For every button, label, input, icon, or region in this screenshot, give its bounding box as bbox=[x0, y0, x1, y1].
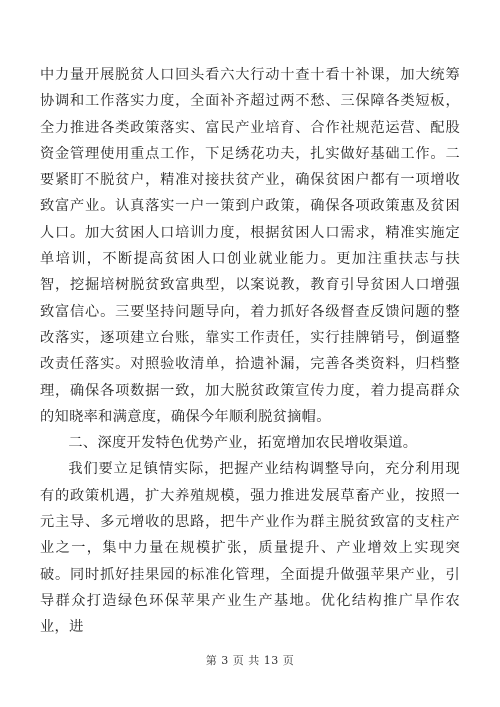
section-heading: 二、深度开发特色优势产业，拓宽增加农民增收渠道。 bbox=[68, 435, 418, 452]
page-footer: 第 3 页 共 13 页 bbox=[205, 654, 295, 667]
document-body bbox=[40, 62, 460, 641]
paragraph-body: 我们要立足镇情实际，把握产业结构调整导向，充分利用现有的政策机遇，扩大养殖规模，强力推进发展草畜产业，按照一元主导、多元增收的思路，把牛产业作为群主脱贫致富的支柱产业之一，集中力量在规模扩张，质量提升、产业增效上实现突破。同时抓好挂果园的标准化管理，全面提升做强苹果产业，引导群众打造绿色环保苹果产业生产基地。优化结构推广旱作农业，进 bbox=[40, 461, 460, 636]
paragraph-continuation: 中力量开展脱贫人口回头看六大行动十查十看十补课，加大统筹协调和工作落实力度，全面补齐超过两不愁、三保障各类短板，全力推进各类政策落实、富民产业培育、合作社规范运营、配股资金管理使用重点工作，下足绣花功夫，扎实做好基础工作。二要紧盯不脱贫户，精准对接扶贫产业，确保贫困户都有一项增收致富产业。认真落实一户一策到户政策，确保各项政策惠及贫困人口。加大贫困人口培训力度，根据贫困人口需求，精准实施定单培训，不断提高贫困人口创业就业能力。更加注重扶志与扶智，挖掘培树脱贫致富典型，以案说教，教育引导贫困人口增强致富信心。三要坚持问题导向，着力抓好各级督查反馈问题的整改落实，逐项建立台账，靠实工作责任，实行挂牌销号，倒逼整改责任落实。对照验收清单，拾遗补漏，完善各类资料，归档整理，确保各项数据一致，加大脱贫政策宣传力度，着力提高群众的知晓率和满意度，确保今年顺利脱贫摘帽。 bbox=[40, 67, 460, 425]
